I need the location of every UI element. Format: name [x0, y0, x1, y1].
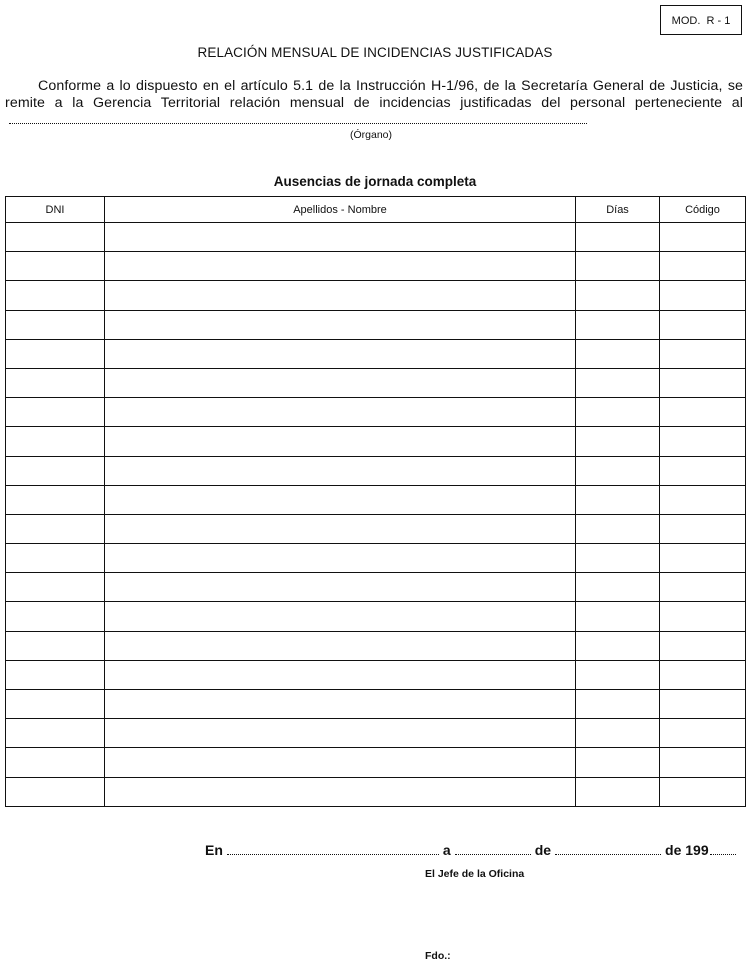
table-row [6, 748, 746, 777]
dias-cell[interactable] [576, 748, 660, 777]
name-cell[interactable] [105, 252, 576, 281]
name-cell[interactable] [105, 427, 576, 456]
name-cell[interactable] [105, 719, 576, 748]
codigo-cell[interactable] [660, 719, 746, 748]
table-row [6, 339, 746, 368]
codigo-cell[interactable] [660, 398, 746, 427]
codigo-cell[interactable] [660, 690, 746, 719]
dias-cell[interactable] [576, 777, 660, 806]
table-row [6, 456, 746, 485]
dias-cell[interactable] [576, 573, 660, 602]
month-fill-line[interactable] [555, 843, 661, 855]
table-body [6, 223, 746, 807]
table-row [6, 573, 746, 602]
name-cell[interactable] [105, 310, 576, 339]
dni-cell[interactable] [6, 690, 105, 719]
section-title: Ausencias de jornada completa [273, 174, 477, 189]
codigo-cell[interactable] [660, 427, 746, 456]
codigo-cell[interactable] [660, 485, 746, 514]
dias-cell[interactable] [576, 310, 660, 339]
table-row [6, 690, 746, 719]
name-cell[interactable] [105, 514, 576, 543]
dias-cell[interactable] [576, 456, 660, 485]
column-header-dni: DNI [6, 197, 105, 223]
name-cell[interactable] [105, 368, 576, 397]
name-cell[interactable] [105, 660, 576, 689]
name-cell[interactable] [105, 602, 576, 631]
place-fill-line[interactable] [227, 843, 439, 855]
column-header-name: Apellidos - Nombre [105, 197, 576, 223]
codigo-cell[interactable] [660, 339, 746, 368]
table-row [6, 777, 746, 806]
dni-cell[interactable] [6, 456, 105, 485]
table-row [6, 719, 746, 748]
dias-cell[interactable] [576, 690, 660, 719]
codigo-cell[interactable] [660, 310, 746, 339]
dni-cell[interactable] [6, 602, 105, 631]
dias-cell[interactable] [576, 223, 660, 252]
codigo-cell[interactable] [660, 281, 746, 310]
table-row [6, 398, 746, 427]
dias-cell[interactable] [576, 514, 660, 543]
dni-cell[interactable] [6, 719, 105, 748]
codigo-cell[interactable] [660, 748, 746, 777]
dias-cell[interactable] [576, 427, 660, 456]
table-row [6, 223, 746, 252]
table-row [6, 660, 746, 689]
dni-cell[interactable] [6, 223, 105, 252]
codigo-cell[interactable] [660, 456, 746, 485]
dni-cell[interactable] [6, 631, 105, 660]
table-row [6, 602, 746, 631]
table-row [6, 310, 746, 339]
name-cell[interactable] [105, 777, 576, 806]
date-line [205, 842, 736, 858]
signature-label: Fdo.: [425, 950, 451, 962]
table-row [6, 631, 746, 660]
dni-cell[interactable] [6, 368, 105, 397]
column-header-codigo: Código [660, 197, 746, 223]
absences-table-container [5, 196, 745, 807]
dni-cell[interactable] [6, 777, 105, 806]
dni-cell[interactable] [6, 310, 105, 339]
table-row [6, 252, 746, 281]
name-cell[interactable] [105, 748, 576, 777]
dni-cell[interactable] [6, 398, 105, 427]
dni-cell[interactable] [6, 514, 105, 543]
codigo-cell[interactable] [660, 544, 746, 573]
dias-cell[interactable] [576, 660, 660, 689]
name-cell[interactable] [105, 398, 576, 427]
dni-cell[interactable] [6, 427, 105, 456]
day-fill-line[interactable] [455, 843, 531, 855]
dni-cell[interactable] [6, 485, 105, 514]
codigo-cell[interactable] [660, 252, 746, 281]
name-cell[interactable] [105, 339, 576, 368]
name-cell[interactable] [105, 223, 576, 252]
dni-cell[interactable] [6, 573, 105, 602]
name-cell[interactable] [105, 631, 576, 660]
codigo-cell[interactable] [660, 602, 746, 631]
dias-cell[interactable] [576, 398, 660, 427]
codigo-cell[interactable] [660, 223, 746, 252]
dias-cell[interactable] [576, 485, 660, 514]
date-de-label: de [534, 842, 552, 858]
table-row [6, 514, 746, 543]
column-header-dias: Días [576, 197, 660, 223]
model-code-box: MOD. R - 1 [660, 5, 742, 35]
codigo-cell[interactable] [660, 777, 746, 806]
dias-cell[interactable] [576, 281, 660, 310]
name-cell[interactable] [105, 690, 576, 719]
codigo-cell[interactable] [660, 631, 746, 660]
table-row [6, 427, 746, 456]
name-cell[interactable] [105, 485, 576, 514]
dni-cell[interactable] [6, 252, 105, 281]
dni-cell[interactable] [6, 748, 105, 777]
codigo-cell[interactable] [660, 573, 746, 602]
intro-text: Conforme a lo dispuesto en el artículo 5.1 de la Instrucción H-1/96, de la Secretaría General de Justicia, se remite a la Gerencia Territorial relación mensual de incidencias justificadas del personal perteneciente al [5, 78, 743, 111]
codigo-cell[interactable] [660, 514, 746, 543]
dias-cell[interactable] [576, 368, 660, 397]
date-a-label: a [442, 842, 451, 858]
organo-label: (Órgano) [350, 129, 393, 141]
organo-fill-line[interactable] [9, 113, 587, 124]
name-cell[interactable] [105, 281, 576, 310]
dias-cell[interactable] [576, 631, 660, 660]
dni-cell[interactable] [6, 339, 105, 368]
table-header-row [6, 197, 746, 223]
dni-cell[interactable] [6, 660, 105, 689]
dias-cell[interactable] [576, 719, 660, 748]
table-row [6, 281, 746, 310]
form-title: RELACIÓN MENSUAL DE INCIDENCIAS JUSTIFICADAS [197, 45, 553, 60]
dni-cell[interactable] [6, 281, 105, 310]
codigo-cell[interactable] [660, 368, 746, 397]
table-row [6, 368, 746, 397]
signer-title: El Jefe de la Oficina [425, 868, 525, 880]
year-fill-line[interactable] [710, 843, 736, 855]
codigo-cell[interactable] [660, 660, 746, 689]
name-cell[interactable] [105, 456, 576, 485]
dias-cell[interactable] [576, 252, 660, 281]
date-en-label: En [205, 842, 223, 858]
date-year-label: de 199 [665, 842, 709, 858]
name-cell[interactable] [105, 544, 576, 573]
dias-cell[interactable] [576, 544, 660, 573]
intro-paragraph [5, 78, 743, 129]
table-row [6, 544, 746, 573]
dni-cell[interactable] [6, 544, 105, 573]
table-row [6, 485, 746, 514]
name-cell[interactable] [105, 573, 576, 602]
dias-cell[interactable] [576, 602, 660, 631]
absences-table [5, 196, 746, 807]
dias-cell[interactable] [576, 339, 660, 368]
